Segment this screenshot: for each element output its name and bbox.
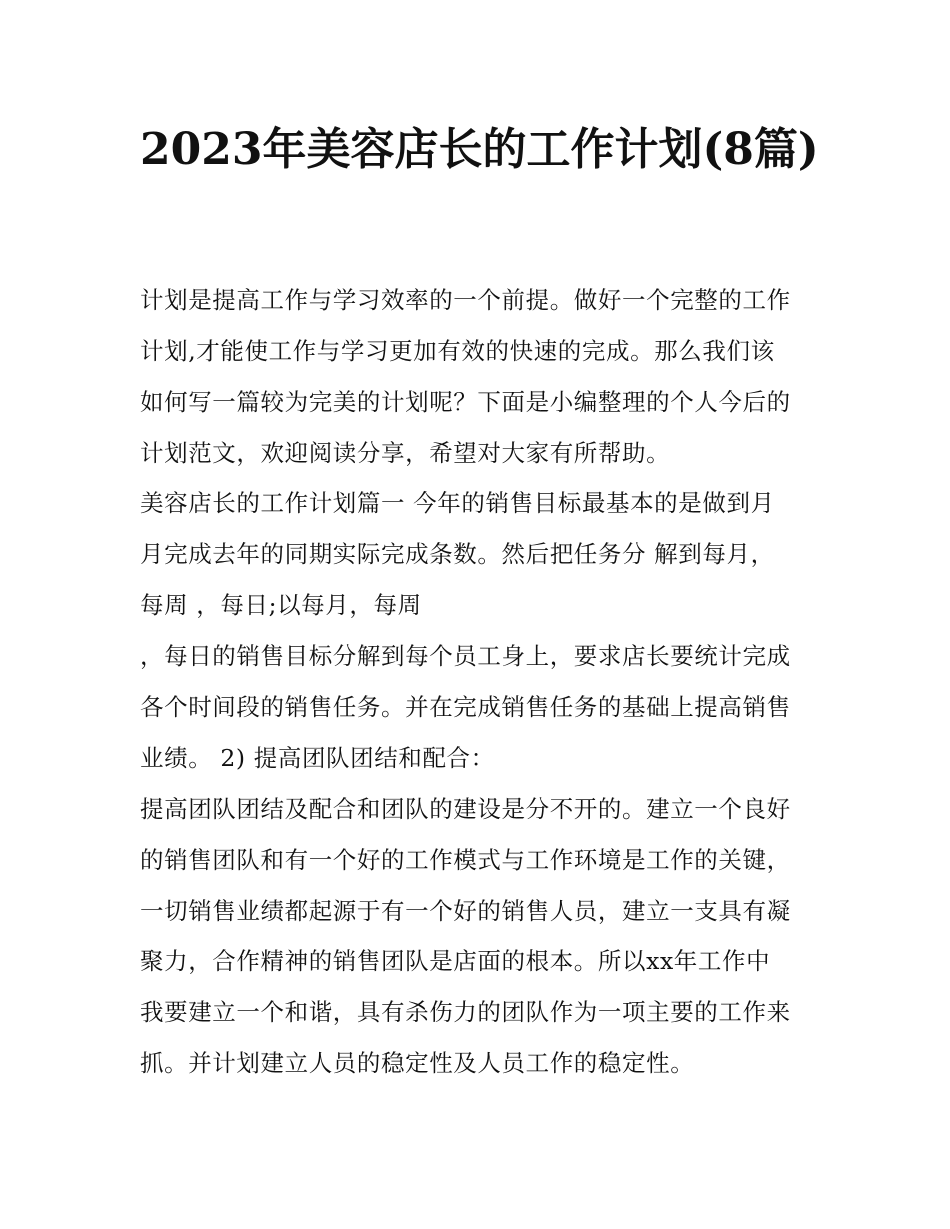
body-line: 我要建立一个和谐，具有杀伤力的团队作为一项主要的工作来 <box>140 998 791 1026</box>
body-line: 如何写一篇较为完美的计划呢？下面是小编整理的个人今后的 <box>140 388 791 416</box>
body-line: 一切销售业绩都起源于有一个好的销售人员，建立一支具有凝 <box>140 897 791 925</box>
body-line: 计划,才能使工作与学习更加有效的快速的完成。那么我们该 <box>140 337 775 365</box>
body-line: 美容店长的工作计划篇一 今年的销售目标最基本的是做到月 <box>140 489 775 517</box>
body-line: 计划范文，欢迎阅读分享，希望对大家有所帮助。 <box>140 439 671 467</box>
body-line: 抓。并计划建立人员的稳定性及人员工作的稳定性。 <box>140 1049 695 1077</box>
document-title: 2023年美容店长的工作计划(8篇) <box>140 124 819 175</box>
body-line: 计划是提高工作与学习效率的一个前提。做好一个完整的工作 <box>140 286 791 314</box>
body-line: 每周 ，每日;以每月，每周 <box>140 591 422 619</box>
body-line: 的销售团队和有一个好的工作模式与工作环境是工作的关键， <box>140 846 791 874</box>
body-line: ，每日的销售目标分解到每个员工身上，要求店长要统计完成 <box>140 642 791 670</box>
body-line: 聚力，合作精神的销售团队是店面的根本。所以xx年工作中 <box>140 947 771 975</box>
body-line: 提高团队团结及配合和团队的建设是分不开的。建立一个良好 <box>140 795 791 823</box>
body-line: 业绩。 2) 提高团队团结和配合： <box>140 744 495 772</box>
body-line: 各个时间段的销售任务。并在完成销售任务的基础上提高销售 <box>140 693 791 721</box>
body-line: 月完成去年的同期实际完成条数。然后把任务分 解到每月， <box>140 540 775 568</box>
